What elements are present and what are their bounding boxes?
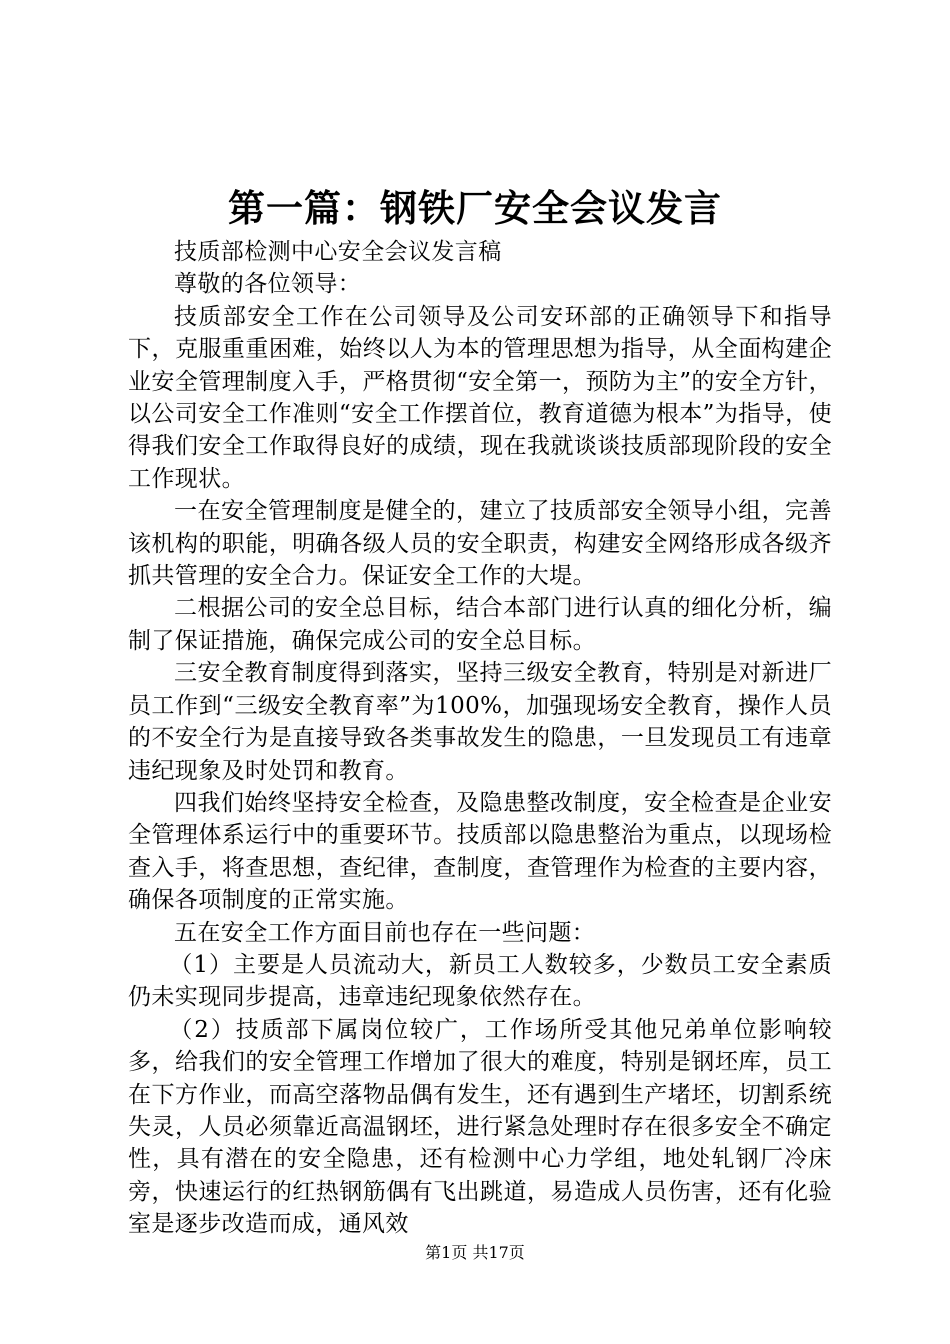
document-body [128,236,832,1241]
paragraph-point-2: 二根据公司的安全总目标，结合本部门进行认真的细化分析，编制了保证措施，确保完成公司的安全总目标。 [128,595,832,654]
paragraph-point-4: 四我们始终坚持安全检查，及隐患整改制度，安全检查是企业安全管理体系运行中的重要环节。技质部以隐患整治为重点，以现场检查入手，将查思想，查纪律，查制度，查管理作为检查的主要内容，确保各项制度的正常实施。 [128,789,832,914]
paragraph-intro: 技质部安全工作在公司领导及公司安环部的正确领导下和指导下，克服重重困难，始终以人为本的管理思想为指导，从全面构建企业安全管理制度入手，严格贯彻“安全第一，预防为主”的安全方针，以公司安全工作准则“安全工作摆首位，教育道德为根本”为指导，使得我们安全工作取得良好的成绩，现在我就谈谈技质部现阶段的安全工作现状。 [128,303,832,492]
paragraph-salutation: 尊敬的各位领导： [174,271,362,298]
paragraph-issue-1: （1）主要是人员流动大，新员工人数较多，少数员工安全素质仍未实现同步提高，违章违纪现象依然存在。 [128,951,832,1011]
paragraph-point-5: 五在安全工作方面目前也存在一些问题： [174,919,596,946]
paragraph-subtitle: 技质部检测中心安全会议发言稿 [174,239,502,265]
page-number-footer: 第1页 共17页 [425,1243,525,1262]
paragraph-point-3: 三安全教育制度得到落实，坚持三级安全教育，特别是对新进厂员工作到“三级安全教育率”为100%，加强现场安全教育，操作人员的不安全行为是直接导致各类事故发生的隐患，一旦发现员工有违章违纪现象及时处罚和教育。 [128,660,832,784]
document-title: 第一篇：钢铁厂安全会议发言 [228,187,722,230]
paragraph-issue-2: （2）技质部下属岗位较广，工作场所受其他兄弟单位影响较多，给我们的安全管理工作增加了很大的难度，特别是钢坯库，员工在下方作业，而高空落物品偶有发生，还有遇到生产堵坯，切割系统失灵，人员必须靠近高温钢坯，进行紧急处理时存在很多安全不确定性，具有潜在的安全隐患，还有检测中心力学组，地处轧钢厂冷床旁，快速运行的红热钢筋偶有飞出跳道，易造成人员伤害，还有化验室是逐步改造而成，通风效 [128,1016,832,1238]
paragraph-point-1: 一在安全管理制度是健全的，建立了技质部安全领导小组，完善该机构的职能，明确各级人员的安全职责，构建安全网络形成各级齐抓共管理的安全合力。保证安全工作的大堤。 [128,498,832,590]
